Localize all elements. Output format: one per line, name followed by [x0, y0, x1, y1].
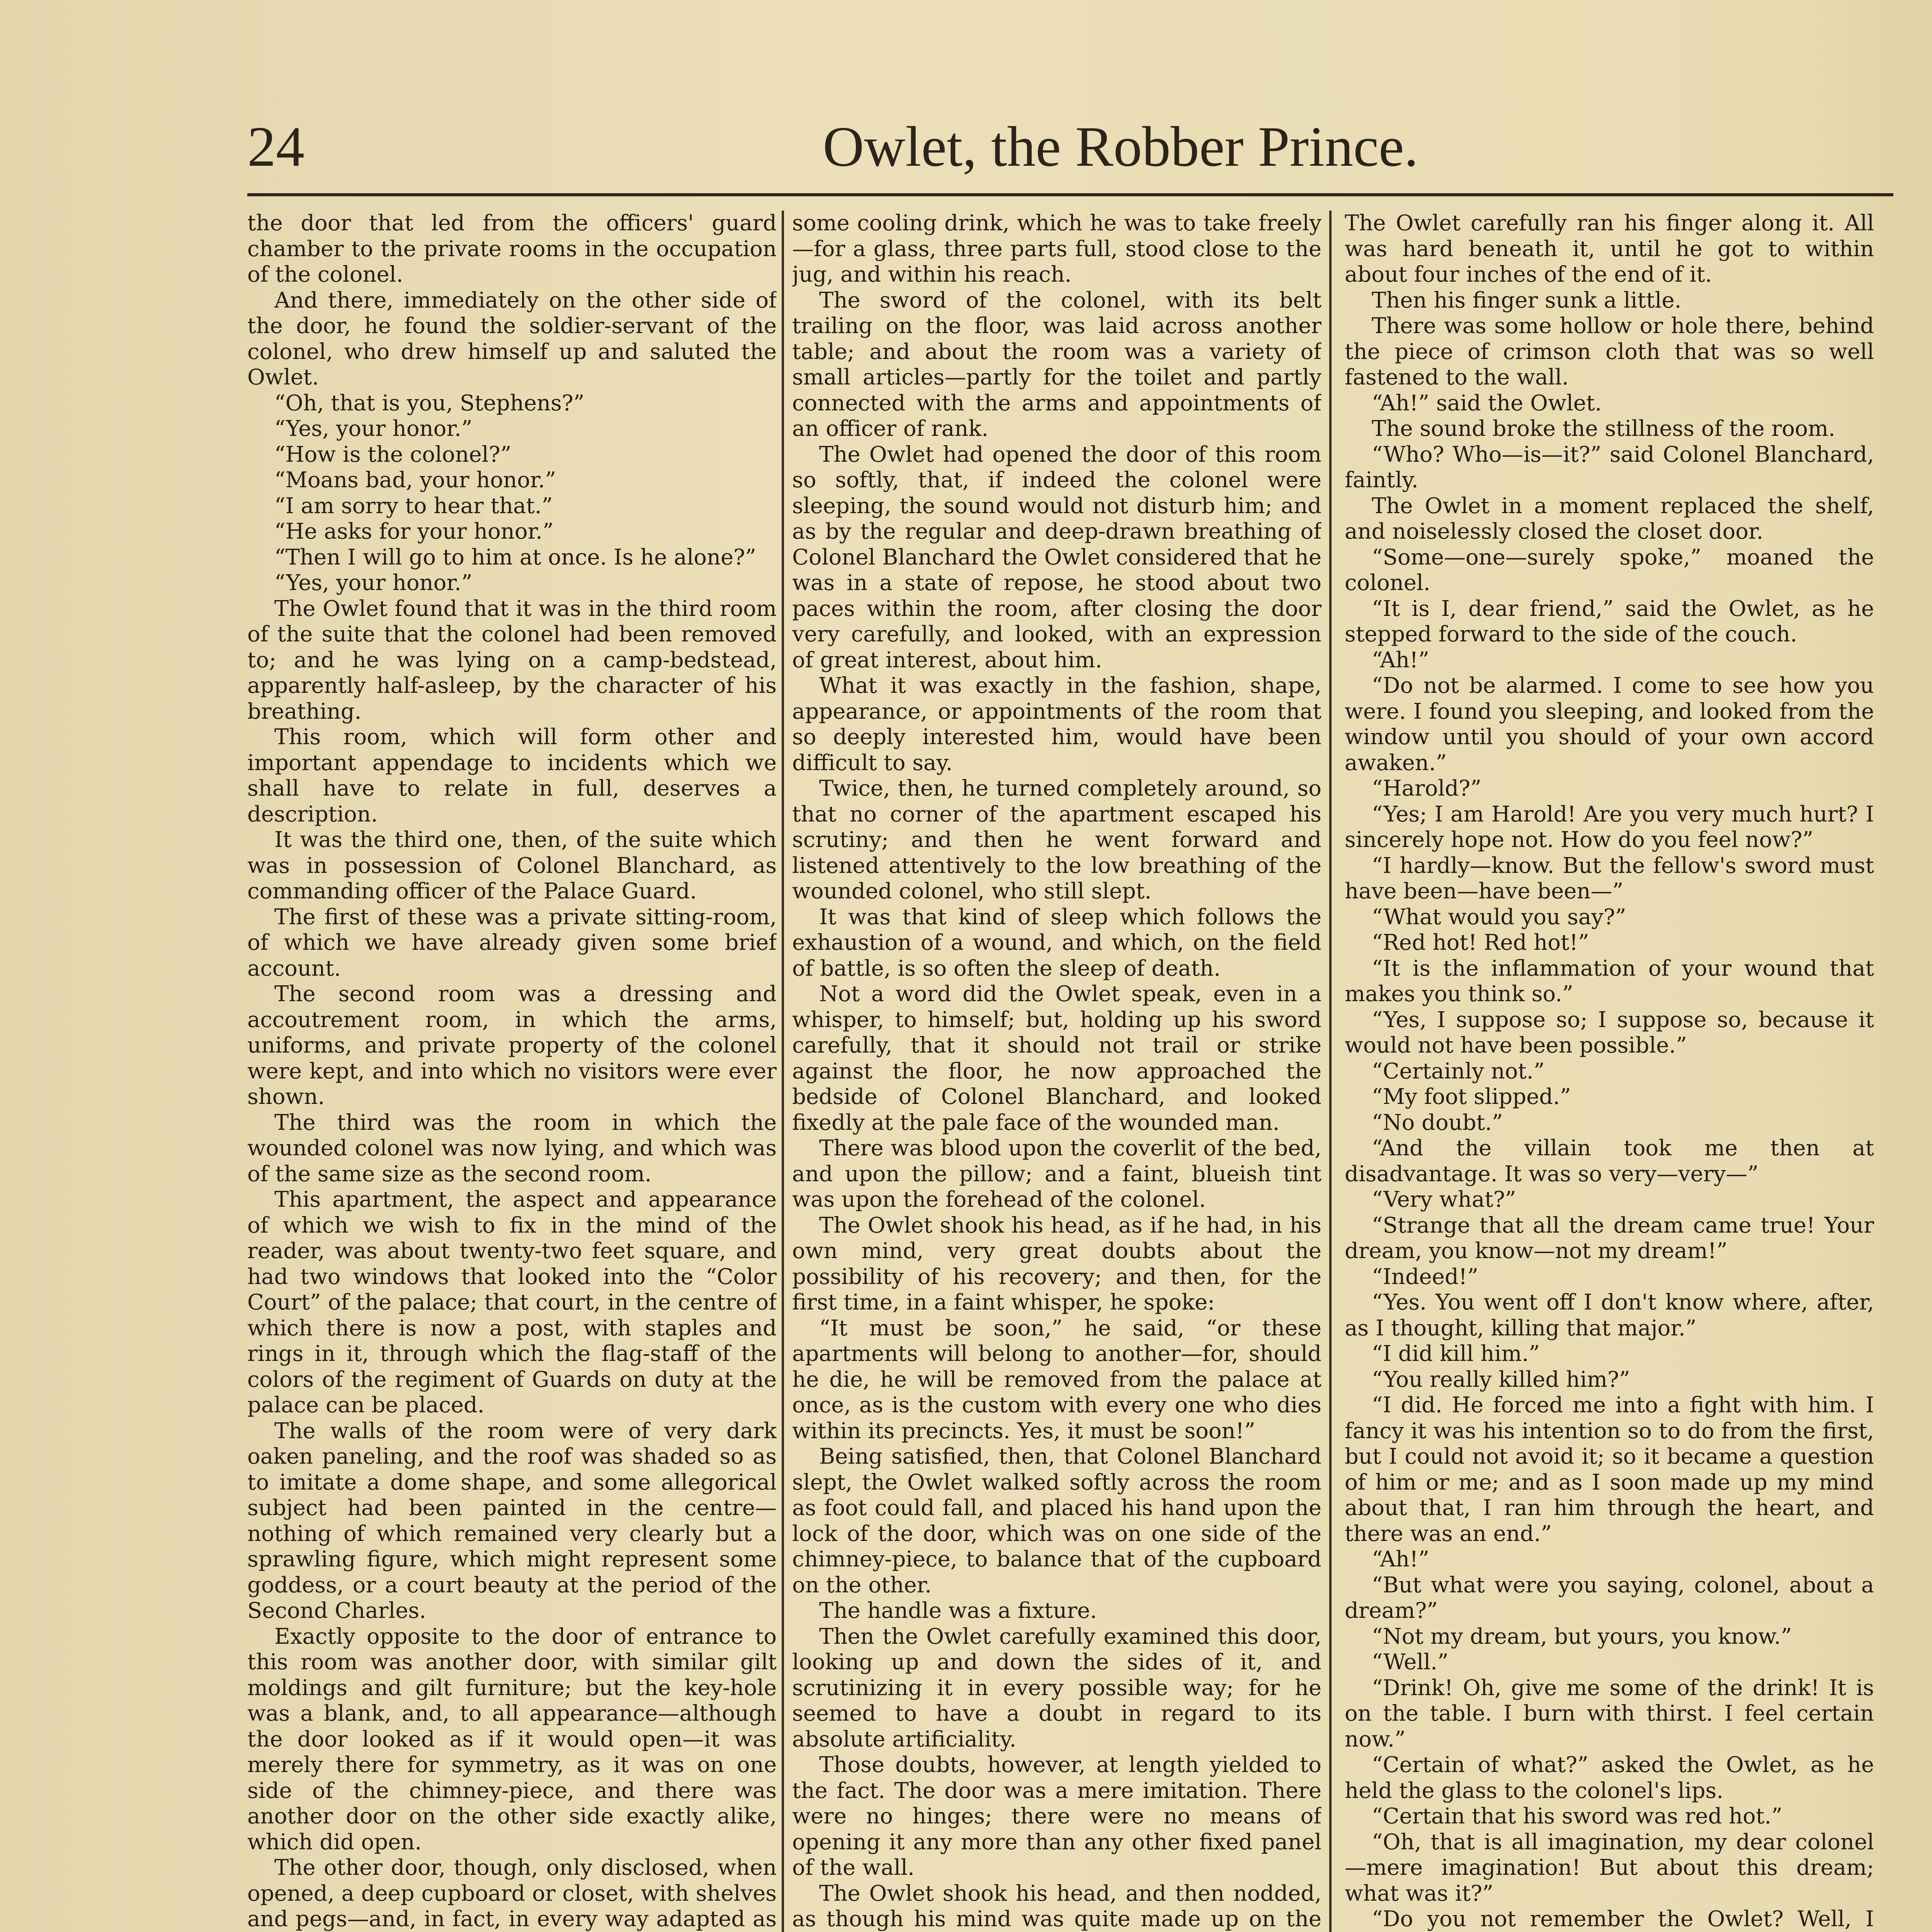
- paragraph: Then the Owlet carefully examined this door, looking up and down the sides of it, and scrutinizing it in every possible way; for he seemed to have a doubt in regard to its absolute artificiality.: [792, 1624, 1321, 1752]
- paragraph: It was the third one, then, of the suite which was in possession of Colonel Blanchard, as commanding officer of the Palace Guard.: [247, 827, 777, 904]
- paragraph: The handle was a fixture.: [819, 1598, 1097, 1623]
- paragraph: “Ah!”: [1372, 647, 1430, 673]
- paragraph: “It must be soon,” he said, “or these apartments will belong to another—for, should he die, he will be removed from the palace at once, as is the custom with every one who dies within its precincts. Yes, it must be soon!”: [792, 1315, 1321, 1444]
- paragraph: “Oh, that is all imagination, my dear colonel—mere imagination! But about this dream; what was it?”: [1345, 1829, 1874, 1906]
- paragraph: The sword of the colonel, with its belt trailing on the floor, was laid across another table; and about the room was a variety of small articles—partly for the toilet and partly connected with the arms and appointments of an officer of rank.: [792, 287, 1321, 441]
- paragraph: There was some hollow or hole there, behind the piece of crimson cloth that was so well fastened to the wall.: [1345, 313, 1874, 390]
- paragraph: “Ah!”: [1372, 1547, 1430, 1572]
- paragraph: “Then I will go to him at once. Is he alone?”: [274, 544, 756, 570]
- paragraph: “I am sorry to hear that.”: [274, 493, 553, 519]
- paragraph: “Do not be alarmed. I come to see how you were. I found you sleeping, and looked from the window until you should of your own accord awaken.”: [1345, 673, 1874, 776]
- column-divider: [1329, 211, 1332, 1932]
- text-column-1: [247, 211, 777, 1932]
- paragraph: “Who? Who—is—it?” said Colonel Blanchard, faintly.: [1345, 442, 1874, 493]
- paragraph: Not a word did the Owlet speak, even in a whisper, to himself; but, holding up his sword carefully, that it should not trail or strike against the floor, he now approached the bedside of Colonel Blanchard, and looked fixedly at the pale face of the wounded man.: [792, 981, 1321, 1135]
- column-divider: [782, 211, 784, 1932]
- paragraph: “It is I, dear friend,” said the Owlet, as he stepped forward to the side of the couch.: [1345, 596, 1874, 647]
- header-rule: [247, 193, 1893, 196]
- page-number: 24: [247, 115, 304, 179]
- paragraph: “What would you say?”: [1372, 904, 1626, 930]
- paragraph: This apartment, the aspect and appearance of which we wish to fix in the mind of the reader, was about twenty-two feet square, and had two windows that looked into the “Color Court” of the palace; that court, in the centre of which there is now a post, with staples and rings in it, through which the flag-staff of the colors of the regiment of Guards on duty at the palace can be placed.: [247, 1187, 777, 1418]
- paragraph: The walls of the room were of very dark oaken paneling, and the roof was shaded so as to imitate a dome shape, and some allegorical subject had been painted in the centre—nothing of which remained very clearly but a sprawling figure, which might represent some goddess, or a court beauty at the period of the Second Charles.: [247, 1418, 777, 1623]
- paragraph: the door that led from the officers' guard chamber to the private rooms in the occupation of the colonel.: [247, 211, 777, 287]
- paragraph: “And the villain took me then at disadvantage. It was so very—very—”: [1345, 1136, 1874, 1187]
- paragraph: “My foot slipped.”: [1372, 1084, 1571, 1109]
- paragraph: This room, which will form other and important appendage to incidents which we shall have to relate in full, deserves a description.: [247, 724, 777, 827]
- page-header: [0, 104, 1932, 193]
- paragraph: “Very what?”: [1372, 1187, 1516, 1212]
- paragraph: “It is the inflammation of your wound that makes you think so.”: [1345, 956, 1874, 1007]
- paragraph: “Ah!” said the Owlet.: [1372, 390, 1602, 416]
- paragraph: “Yes. You went off I don't know where, after, as I thought, killing that major.”: [1345, 1290, 1874, 1341]
- paragraph: “Red hot! Red hot!”: [1372, 930, 1589, 955]
- paragraph: “Yes, your honor.”: [274, 416, 473, 441]
- paragraph: “He asks for your honor.”: [274, 519, 554, 544]
- paragraph: The second room was a dressing and accoutrement room, in which the arms, uniforms, and private property of the colonel were kept, and into which no visitors were ever shown.: [247, 981, 777, 1109]
- paragraph: There was blood upon the coverlit of the bed, and upon the pillow; and a faint, blueish tint was upon the forehead of the colonel.: [792, 1136, 1321, 1212]
- paragraph: “But what were you saying, colonel, about a dream?”: [1345, 1572, 1874, 1623]
- paragraph: “Well.”: [1372, 1650, 1449, 1675]
- paragraph: “You really killed him?”: [1372, 1367, 1630, 1392]
- paragraph: The Owlet carefully ran his finger along it. All was hard beneath it, until he got to within about four inches of the end of it.: [1345, 211, 1874, 287]
- paragraph: And there, immediately on the other side of the door, he found the soldier-servant of the colonel, who drew himself up and saluted the Owlet.: [247, 287, 777, 390]
- paragraph: “Yes, I suppose so; I suppose so, because it would not have been possible.”: [1345, 1007, 1874, 1058]
- paragraph: “Strange that all the dream came true! Your dream, you know—not my dream!”: [1345, 1213, 1874, 1264]
- paragraph: Those doubts, however, at length yielded to the fact. The door was a mere imitation. There were no hinges; there were no means of opening it any more than any other fixed panel of the wall.: [792, 1752, 1321, 1880]
- paragraph: The other door, though, only disclosed, when opened, a deep cupboard or closet, with shelves and pegs—and, in fact, in every way adapted as: [247, 1855, 777, 1932]
- paragraph: The third was the room in which the wounded colonel was now lying, and which was of the same size as the second room.: [247, 1110, 777, 1187]
- paragraph: “Indeed!”: [1372, 1264, 1478, 1289]
- paragraph: “I hardly—know. But the fellow's sword must have been—have been—”: [1345, 853, 1874, 904]
- paragraph: The Owlet found that it was in the third room of the suite that the colonel had been removed to; and he was lying on a camp-bedstead, apparently half-asleep, by the character of his breathing.: [247, 596, 777, 724]
- paragraph: “Moans bad, your honor.”: [274, 468, 556, 493]
- paragraph: “Certainly not.”: [1372, 1058, 1545, 1084]
- text-column-2: [792, 211, 1321, 1932]
- paragraph: The Owlet had opened the door of this room so softly, that, if indeed the colonel were sleeping, the sound would not disturb him; and as by the regular and deep-drawn breathing of Colonel Blanchard the Owlet considered that he was in a state of repose, he stood about two paces within the room, after closing the door very carefully, and looked, with an expression of great interest, about him.: [792, 442, 1321, 673]
- paragraph: The Owlet shook his head, and then nodded, as though his mind was quite made up on the: [792, 1881, 1321, 1932]
- paragraph: “Yes, your honor.”: [274, 570, 473, 595]
- paragraph: The first of these was a private sitting-room, of which we have already given some brief account.: [247, 904, 777, 981]
- paragraph: “Certain that his sword was red hot.”: [1372, 1804, 1782, 1829]
- paragraph: The Owlet in a moment replaced the shelf, and noiselessly closed the closet door.: [1345, 493, 1874, 544]
- paragraph: “How is the colonel?”: [274, 442, 512, 467]
- paragraph: Exactly opposite to the door of entrance to this room was another door, with similar gilt moldings and gilt furniture; but the key-hole was a blank, and, to all appearance—although the door looked as if it would open—it was merely there for symmetry, as it was on one side of the chimney-piece, and there was another door on the other side exactly alike, which did open.: [247, 1624, 777, 1855]
- paragraph: “Oh, that is you, Stephens?”: [274, 390, 585, 416]
- paragraph: It was that kind of sleep which follows the exhaustion of a wound, and which, on the field of battle, is so often the sleep of death.: [792, 904, 1321, 981]
- paragraph: “Yes; I am Harold! Are you very much hurt? I sincerely hope not. How do you feel now?”: [1345, 801, 1874, 852]
- running-title: Owlet, the Robber Prince.: [823, 115, 1418, 179]
- paragraph: The sound broke the stillness of the room.: [1372, 416, 1835, 441]
- paragraph: “Some—one—surely spoke,” moaned the colonel.: [1345, 544, 1874, 595]
- paragraph: The Owlet shook his head, as if he had, in his own mind, very great doubts about the possibility of his recovery; and then, for the first time, in a faint whisper, he spoke:: [792, 1213, 1321, 1315]
- paragraph: Being satisfied, then, that Colonel Blanchard slept, the Owlet walked softly across the room as foot could fall, and placed his hand upon the lock of the door, which was on one side of the chimney-piece, to balance that of the cupboard on the other.: [792, 1444, 1321, 1598]
- paragraph: “I did kill him.”: [1372, 1341, 1540, 1366]
- paragraph: Twice, then, he turned completely around, so that no corner of the apartment escaped his scrutiny; and then he went forward and listened attentively to the low breathing of the wounded colonel, who still slept.: [792, 776, 1321, 904]
- paragraph: Then his finger sunk a little.: [1372, 287, 1682, 313]
- paragraph: “Not my dream, but yours, you know.”: [1372, 1624, 1792, 1649]
- text-column-3: [1345, 211, 1874, 1932]
- paragraph: What it was exactly in the fashion, shape, appearance, or appointments of the room that so deeply interested him, would have been difficult to say.: [792, 673, 1321, 776]
- paragraph: “I did. He forced me into a fight with him. I fancy it was his intention so to do from the first, but I could not avoid it; so it became a question of him or me; and as I soon made up my mind about that, I ran him through the heart, and there was an end.”: [1345, 1393, 1874, 1546]
- paragraph: “No doubt.”: [1372, 1110, 1503, 1135]
- paragraph: “Harold?”: [1372, 776, 1481, 801]
- paragraph: “Do you not remember the Owlet? Well, I: [1372, 1906, 1874, 1932]
- paragraph: “Certain of what?” asked the Owlet, as he held the glass to the colonel's lips.: [1345, 1752, 1874, 1803]
- paragraph: some cooling drink, which he was to take freely—for a glass, three parts full, stood close to the jug, and within his reach.: [792, 211, 1321, 287]
- paragraph: “Drink! Oh, give me some of the drink! It is on the table. I burn with thirst. I feel certain now.”: [1345, 1675, 1874, 1752]
